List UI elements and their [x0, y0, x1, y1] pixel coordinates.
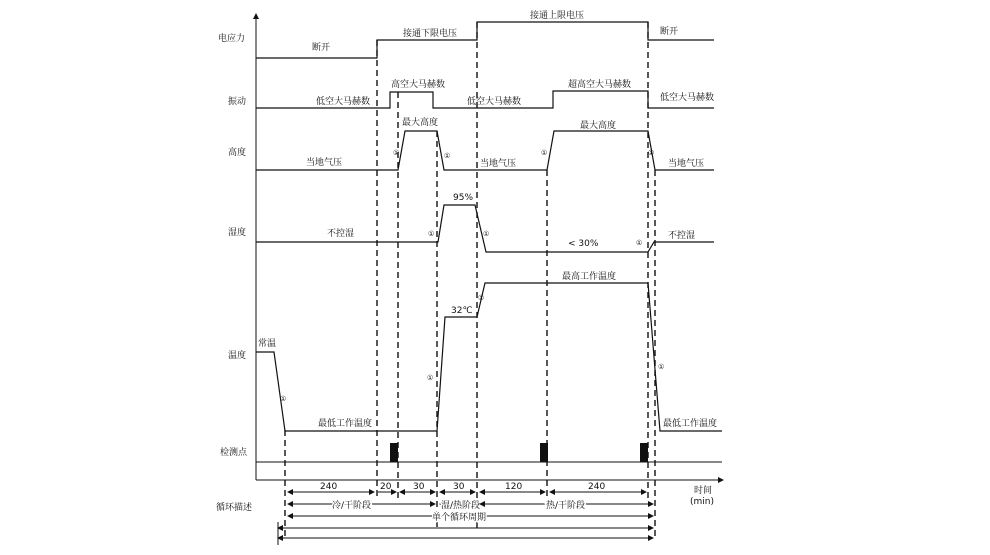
humidity-level-95: 95% [453, 193, 474, 203]
vibration-high-mid: 高空大马赫数 [391, 80, 446, 90]
time-axis-unit: (min) [690, 497, 714, 507]
vibration-low-mid: 低空大马赫数 [467, 97, 522, 107]
altitude-local-left: 当地气压 [306, 158, 343, 168]
transition-marker: ① [280, 395, 287, 403]
row-label-vibration: 振动 [228, 97, 247, 107]
vibration-low-right: 低空大马赫数 [660, 93, 715, 103]
humidity-level-30: < 30% [568, 239, 599, 249]
vibration-low-left: 低空大马赫数 [316, 97, 371, 107]
transition-marker: ① [541, 149, 548, 157]
transition-marker: ① [483, 230, 490, 238]
duration-120: 120 [505, 482, 523, 492]
phase-single-cycle: 单个循环周期 [432, 513, 487, 523]
temperature-ambient: 常温 [258, 339, 277, 349]
row-label-cycle-desc: 循环描述 [216, 503, 253, 513]
transition-marker: ① [648, 149, 655, 157]
power-upper-limit: 接通上限电压 [530, 11, 585, 21]
row-label-checkpoint: 检测点 [220, 448, 248, 458]
humidity-line [256, 205, 714, 252]
temperature-min-left: 最低工作温度 [318, 419, 373, 429]
altitude-local-right: 当地气压 [668, 159, 705, 169]
transition-marker: ① [444, 152, 451, 160]
temperature-min-right: 最低工作温度 [663, 419, 718, 429]
transition-marker: ① [658, 363, 665, 371]
transition-marker: ① [636, 239, 643, 247]
phase-hot-dry: 热/干阶段 [546, 501, 586, 511]
transition-marker: ① [478, 294, 485, 302]
row-label-temperature: 温度 [228, 351, 247, 361]
altitude-max-2: 最大高度 [580, 121, 617, 131]
power-off-right: 断开 [660, 27, 679, 37]
row-label-altitude: 高度 [228, 148, 247, 158]
power-lower-limit: 接通下限电压 [403, 29, 458, 39]
checkpoint-marker-1 [390, 443, 398, 462]
transition-marker: ① [428, 230, 435, 238]
humidity-uncontrolled-left: 不控湿 [327, 229, 355, 239]
duration-20: 20 [380, 482, 392, 492]
temperature-max-work: 最高工作温度 [562, 272, 617, 282]
altitude-local-mid: 当地气压 [480, 159, 517, 169]
checkpoint-marker-3 [640, 443, 648, 462]
duration-240b: 240 [588, 482, 606, 492]
row-label-power: 电应力 [218, 34, 246, 44]
phase-wet-hot: 湿/热阶段 [441, 501, 481, 511]
vibration-super-high: 超高空大马赫数 [568, 80, 632, 90]
duration-30a: 30 [413, 482, 425, 492]
time-axis-label: 时间 [694, 486, 713, 496]
phase-cold-dry: 冷/干阶段 [332, 501, 372, 511]
temperature-line [256, 283, 722, 431]
row-label-humidity: 湿度 [228, 228, 247, 238]
humidity-uncontrolled-right: 不控湿 [668, 231, 696, 241]
transition-marker: ① [393, 149, 400, 157]
altitude-max-1: 最大高度 [402, 118, 439, 128]
transition-marker: ① [427, 374, 434, 382]
temperature-mid-32: 32℃ [451, 306, 473, 316]
power-off-left: 断开 [312, 43, 331, 53]
duration-240a: 240 [320, 482, 338, 492]
duration-30b: 30 [453, 482, 465, 492]
